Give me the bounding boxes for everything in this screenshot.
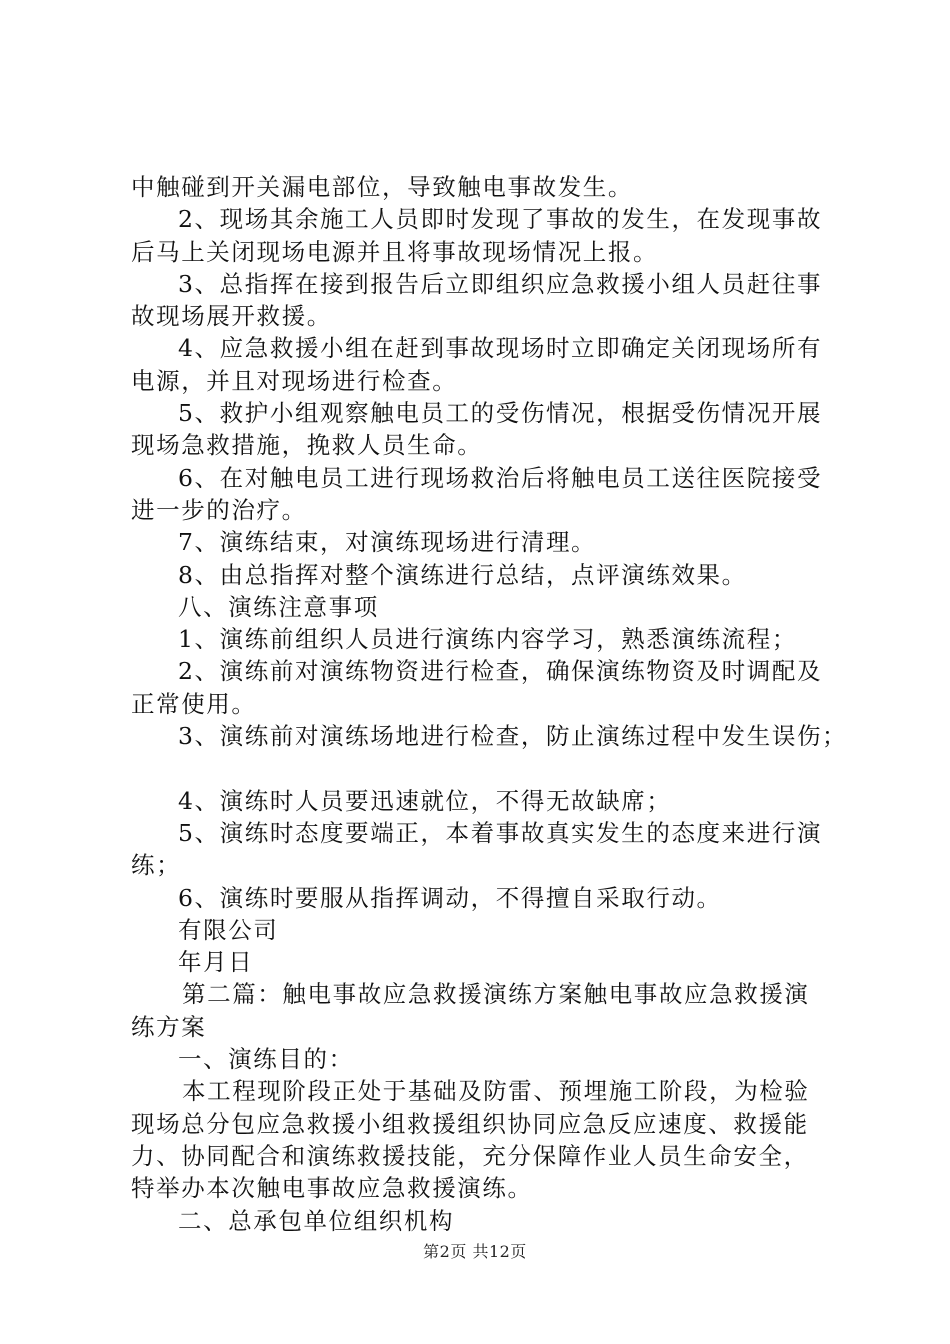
text-line: 6、在对触电员工进行现场救治后将触电员工送往医院接受	[178, 463, 823, 492]
text-line: 1、演练前组织人员进行演练内容学习，熟悉演练流程；	[178, 625, 797, 654]
text-line: 特举办本次触电事故应急救援演练。	[131, 1174, 533, 1203]
page-footer	[0, 1240, 950, 1264]
text-line: 第二篇：触电事故应急救援演练方案触电事故应急救援演	[182, 980, 810, 1009]
text-line: 有限公司	[178, 915, 279, 944]
text-line: 现场总分包应急救援小组救援组织协同应急反应速度、救援能	[131, 1109, 809, 1138]
text-line: 后马上关闭现场电源并且将事故现场情况上报。	[131, 237, 659, 266]
text-line: 本工程现阶段正处于基础及防雷、预埋施工阶段，为检验	[182, 1077, 810, 1106]
text-line: 2、演练前对演练物资进行检查，确保演练物资及时调配及	[178, 657, 823, 686]
text-line: 7、演练结束，对演练现场进行清理。	[178, 528, 597, 557]
text-line: 5、救护小组观察触电员工的受伤情况，根据受伤情况开展	[178, 399, 823, 428]
text-line: 故现场展开救援。	[131, 302, 332, 331]
text-line: 练方案	[131, 1012, 207, 1041]
text-line: 八、演练注意事项	[178, 592, 379, 621]
page-number-label: 第2页 共12页	[423, 1242, 527, 1261]
text-line: 进一步的治疗。	[131, 495, 307, 524]
text-line: 5、演练时态度要端正，本着事故真实发生的态度来进行演	[178, 818, 823, 847]
text-line: 3、总指挥在接到报告后立即组织应急救援小组人员赶往事	[178, 269, 823, 298]
document-body	[131, 171, 848, 1237]
text-line: 3、演练前对演练场地进行检查，防止演练过程中发生误伤；	[178, 722, 848, 751]
text-line: 6、演练时要服从指挥调动，不得擅自采取行动。	[178, 883, 722, 912]
text-line: 2、现场其余施工人员即时发现了事故的发生，在发现事故	[178, 205, 823, 234]
text-line: 二、总承包单位组织机构	[178, 1206, 455, 1235]
text-line: 力、协同配合和演练救援技能，充分保障作业人员生命安全，	[131, 1141, 809, 1170]
text-line: 现场急救措施，挽救人员生命。	[131, 431, 483, 460]
text-line: 中触碰到开关漏电部位，导致触电事故发生。	[131, 173, 633, 201]
text-line: 一、演练目的：	[178, 1045, 354, 1074]
text-line: 8、由总指挥对整个演练进行总结，点评演练效果。	[178, 560, 747, 589]
text-line: 电源，并且对现场进行检查。	[131, 366, 458, 395]
blank-line	[131, 752, 831, 784]
text-line: 年月日	[178, 948, 254, 977]
text-line: 4、演练时人员要迅速就位，不得无故缺席；	[178, 786, 672, 815]
text-line: 练；	[131, 851, 182, 880]
text-line: 4、应急救援小组在赶到事故现场时立即确定关闭现场所有	[178, 334, 823, 363]
text-line: 正常使用。	[131, 689, 257, 718]
